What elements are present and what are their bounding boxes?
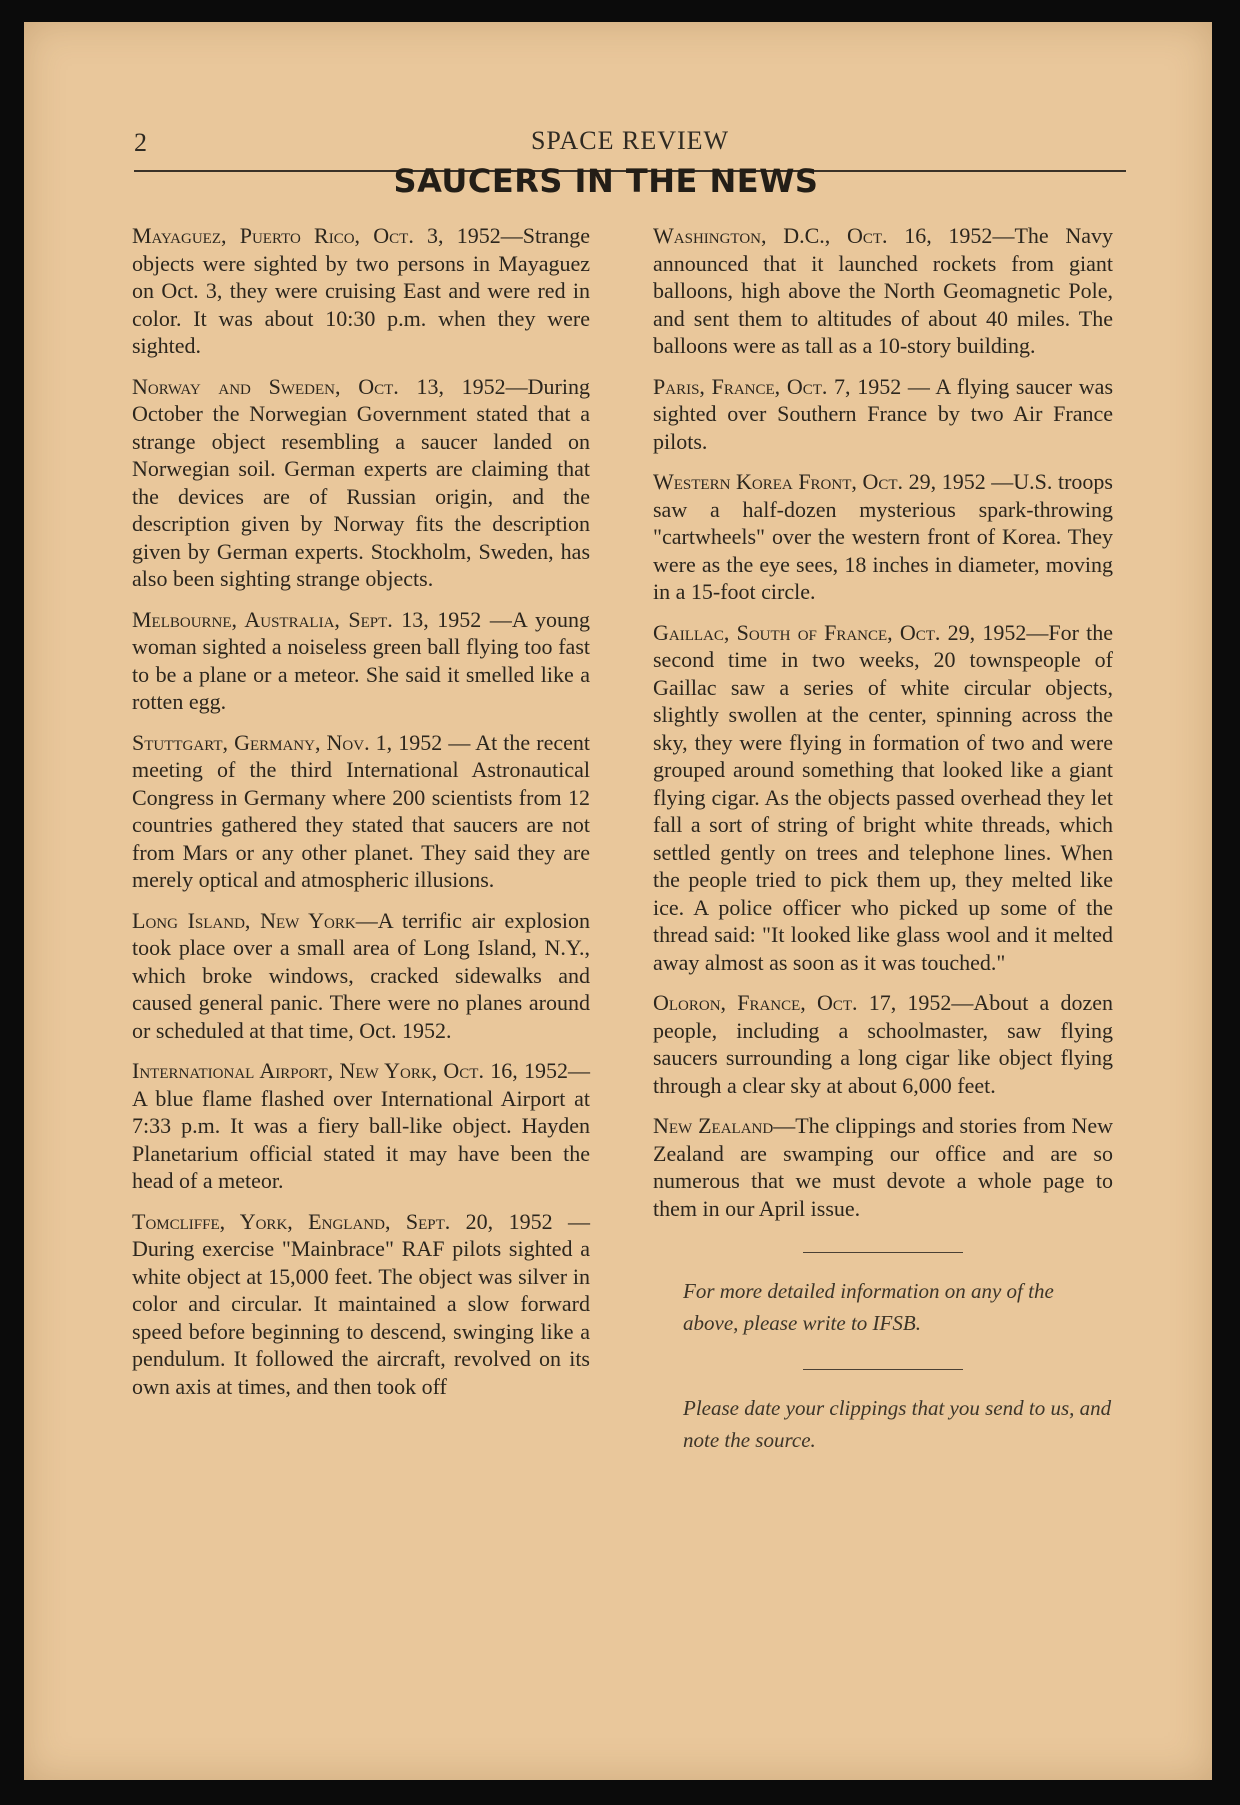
news-dateline: Stuttgart, Germany, Nov. 1, 1952 xyxy=(132,729,443,755)
news-dateline: Gaillac, South of France, Oct. 29, 1952 xyxy=(653,619,1027,645)
news-dateline: Oloron, France, Oct. 17, 1952 xyxy=(653,990,952,1015)
news-body: —The clippings and stories from New Zealand are swamping our office and are so numerous that we must devote a whole page to them in our April issue. xyxy=(653,1113,1113,1221)
news-dateline: Long Island, New York xyxy=(132,907,356,933)
left-column xyxy=(132,222,590,1413)
news-dateline: International Airport, New York, Oct. 16, 1952 xyxy=(132,1058,568,1083)
news-body: —A blue flame flashed over International Airport at 7:33 p.m. It was a fiery ball-like object. Hayden Planetarium official stated it may have been the head of a meteor. xyxy=(132,1058,590,1193)
page-number: 2 xyxy=(134,128,147,157)
news-body: — During exercise "Mainbrace" RAF pilots sighted a white object at 15,000 feet. The object was silver in color and circular. It maintained a slow forward speed before beginning to descend, swinging like a pendulum. It followed the aircraft, revolved on its own axis at times, and then took off xyxy=(132,1208,591,1399)
news-dateline: Mayaguez, Puerto Rico, Oct. 3, 1952 xyxy=(132,223,501,248)
journal-title: SPACE REVIEW xyxy=(530,126,730,155)
news-body: —Strange objects were sighted by two persons in Mayaguez on Oct. 3, they were cruising East and were red in color. It was about 10:30 p.m. when they were sighted. xyxy=(132,223,590,358)
news-item xyxy=(132,222,590,360)
news-body: —During October the Norwegian Government stated that a strange object resembling a saucer landed on Norwegian soil. German experts are claiming that the devices are of Russian origin, and the description given by Norway fits the description given by German experts. Stockholm, Sweden, has also been sighting strange objects. xyxy=(132,373,590,591)
news-item xyxy=(653,468,1113,606)
news-dateline: Melbourne, Australia, Sept. 13, 1952 xyxy=(132,606,482,632)
news-dateline: Western Korea Front, Oct. 29, 1952 xyxy=(653,469,986,494)
news-dateline: Paris, France, Oct. 7, 1952 xyxy=(653,373,902,399)
news-body: — At the recent meeting of the third International Astronautical Congress in Germany where 200 scientists from 12 countries gathered they stated that saucers are not from Mars or any other planet. They said they are merely optical and atmospheric illusions. xyxy=(132,729,590,892)
news-item xyxy=(132,729,590,894)
news-body: —A young woman sighted a noiseless green ball flying too fast to be a plane or a meteor. She said it smelled like a rotten egg. xyxy=(132,606,590,714)
news-item xyxy=(653,1112,1113,1222)
news-dateline: New Zealand xyxy=(653,1113,774,1138)
news-body: —U.S. troops saw a half-dozen mysterious spark-throwing "cartwheels" over the western front of Korea. They were as the eye sees, 18 inches in diameter, moving in a 15-foot circle. xyxy=(653,469,1113,604)
news-item xyxy=(132,1208,590,1401)
news-item xyxy=(132,1057,590,1195)
news-body: — A flying saucer was sighted over Southern France by two Air France pilots. xyxy=(653,373,1113,454)
news-body: —The Navy announced that it launched rockets from giant balloons, high above the North Geomagnetic Pole, and sent them to altitudes of about 40 miles. The balloons were as tall as a 10-story building. xyxy=(653,223,1113,358)
news-item xyxy=(653,619,1113,977)
clippings-note: Please date your clippings that you send to us, and note the source. xyxy=(683,1396,1112,1452)
news-item xyxy=(653,222,1113,360)
news-item xyxy=(653,989,1113,1099)
news-dateline: Washington, D.C., Oct. 16, 1952 xyxy=(653,223,993,248)
article-headline: SAUCERS IN THE NEWS xyxy=(393,162,819,200)
news-dateline: Norway and Sweden, Oct. 13, 1952 xyxy=(132,373,506,399)
section-divider xyxy=(803,1369,963,1370)
info-note: For more detailed information on any of the above, please write to IFSB. xyxy=(683,1279,1054,1335)
news-item xyxy=(653,373,1113,456)
right-column xyxy=(653,222,1113,1477)
news-item xyxy=(132,907,590,1045)
news-body: —For the second time in two weeks, 20 townspeople of Gaillac saw a series of white circular objects, slightly swollen at the center, spinning across the sky, they were flying in formation of two and were grouped around something that looked like a giant flying cigar. As the objects passed overhead they let fall a sort of string of bright white threads, which settled gently on trees and telephone lines. When the people tried to pick them up, they melted like ice. A police officer who picked up some of the thread said: "It looked like glass wool and it melted away almost as soon as it was touched." xyxy=(653,619,1113,975)
news-body: —A terrific air explosion took place over a small area of Long Island, N.Y., which broke windows, cracked sidewalks and caused general panic. There were no planes around or scheduled at that time, Oct. 1952. xyxy=(132,907,590,1043)
news-dateline: Tomcliffe, York, England, Sept. 20, 1952 xyxy=(132,1208,553,1234)
news-item xyxy=(132,606,590,716)
news-item xyxy=(132,373,590,593)
section-divider xyxy=(803,1252,963,1253)
news-body: —About a dozen people, including a schoolmaster, saw flying saucers surrounding a long cigar like object flying through a clear sky at about 6,000 feet. xyxy=(653,990,1113,1098)
